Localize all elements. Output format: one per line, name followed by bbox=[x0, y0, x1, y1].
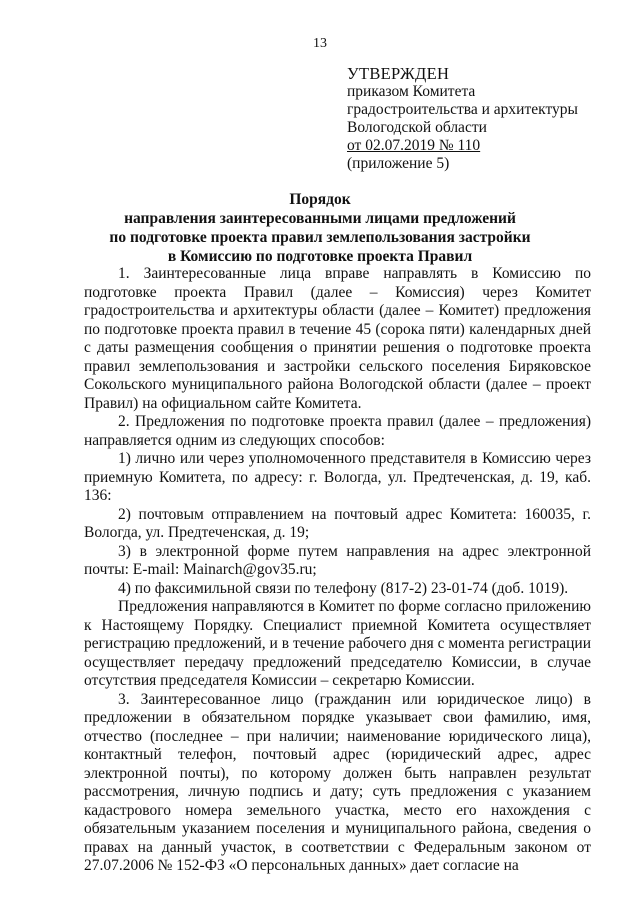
paragraph-3: 3. Заинтересованное лицо (гражданин или юридическое лицо) в предложении в обязательном порядке указывает свои фамилию, имя, отчество (последнее – при наличии; наименование юридического лица), контактный телефон, почтовый адрес (юридический адрес, адрес электронной почты), по которому должен быть направлен результат рассмотрения, личную подпись и дату; суть предложения с указанием кадастрового номера земельного участка, место его нахождения с обязательным указанием поселения и муниципального района, сведения о правах на данный участок, в соответствии с Федеральным законом от 27.07.2006 № 152-ФЗ «О персональных данных» дает согласие на bbox=[84, 690, 591, 874]
approval-appendix: (приложение 5) bbox=[347, 155, 450, 172]
title-line-4: в Комиссию по подготовке проекта Правил bbox=[167, 248, 473, 265]
approval-line-1: приказом Комитета bbox=[347, 83, 476, 100]
paragraph-2: 2. Предложения по подготовке проекта правил (далее – предложения) направляется одним из следующих способов: bbox=[84, 413, 591, 449]
document-body bbox=[84, 265, 591, 876]
approval-block bbox=[347, 65, 578, 173]
paragraph-2-item-2: 2) почтовым отправлением на почтовый адрес Комитета: 160035, г. Вологда, ул. Предтеченская, д. 19; bbox=[84, 505, 591, 541]
title-line-2: направления заинтересованными лицами предложений bbox=[124, 210, 516, 227]
paragraph-2-item-1: 1) лично или через уполномоченного представителя в Комиссию через приемную Комитета, по адресу: г. Вологда, ул. Предтеченская, д. 19, каб. 136: bbox=[84, 450, 591, 504]
paragraph-2-item-3: 3) в электронной форме путем направления на адрес электронной почты: E-mail: Mainarch@gov35.ru; bbox=[84, 542, 591, 578]
approval-stamp: УТВЕРЖДЕН bbox=[347, 64, 450, 83]
page-number: 13 bbox=[313, 36, 327, 51]
document-title bbox=[0, 190, 640, 266]
paragraph-2-item-4: 4) по факсимильной связи по телефону (817-2) 23-01-74 (доб. 1019). bbox=[118, 579, 569, 597]
title-line-3: по подготовке проекта правил землепользования застройки bbox=[109, 229, 531, 246]
paragraph-1: 1. Заинтересованные лица вправе направлять в Комиссию по подготовке проекта Правил (далее – Комиссия) через Комитет градостроительства и архитектуры области (далее – Комитет) предложения по подготовке проекта правил в течение 45 (сорока пяти) календарных дней с даты размещения сообщения о принятии решения о подготовке проекта правил землепользования и застройки сельского поселения Биряковское Сокольского муниципального района Вологодской области (далее – проект Правил) на официальном сайте Комитета. bbox=[84, 265, 591, 412]
approval-line-2: градостроительства и архитектуры bbox=[347, 101, 578, 118]
approval-order-date: от 02.07.2019 № 110 bbox=[347, 137, 481, 154]
paragraph-2-note: Предложения направляются в Комитет по форме согласно приложению к Настоящему Порядку. Специалист приемной Комитета осуществляет регистрацию предложений, и в течение рабочего дня с момента регистрации осуществляет передачу предложений председателю Комиссии, в случае отсутствия председателя Комиссии – секретарю Комиссии. bbox=[84, 598, 591, 689]
title-line-1: Порядок bbox=[289, 191, 351, 208]
approval-line-3: Вологодской области bbox=[347, 119, 487, 136]
